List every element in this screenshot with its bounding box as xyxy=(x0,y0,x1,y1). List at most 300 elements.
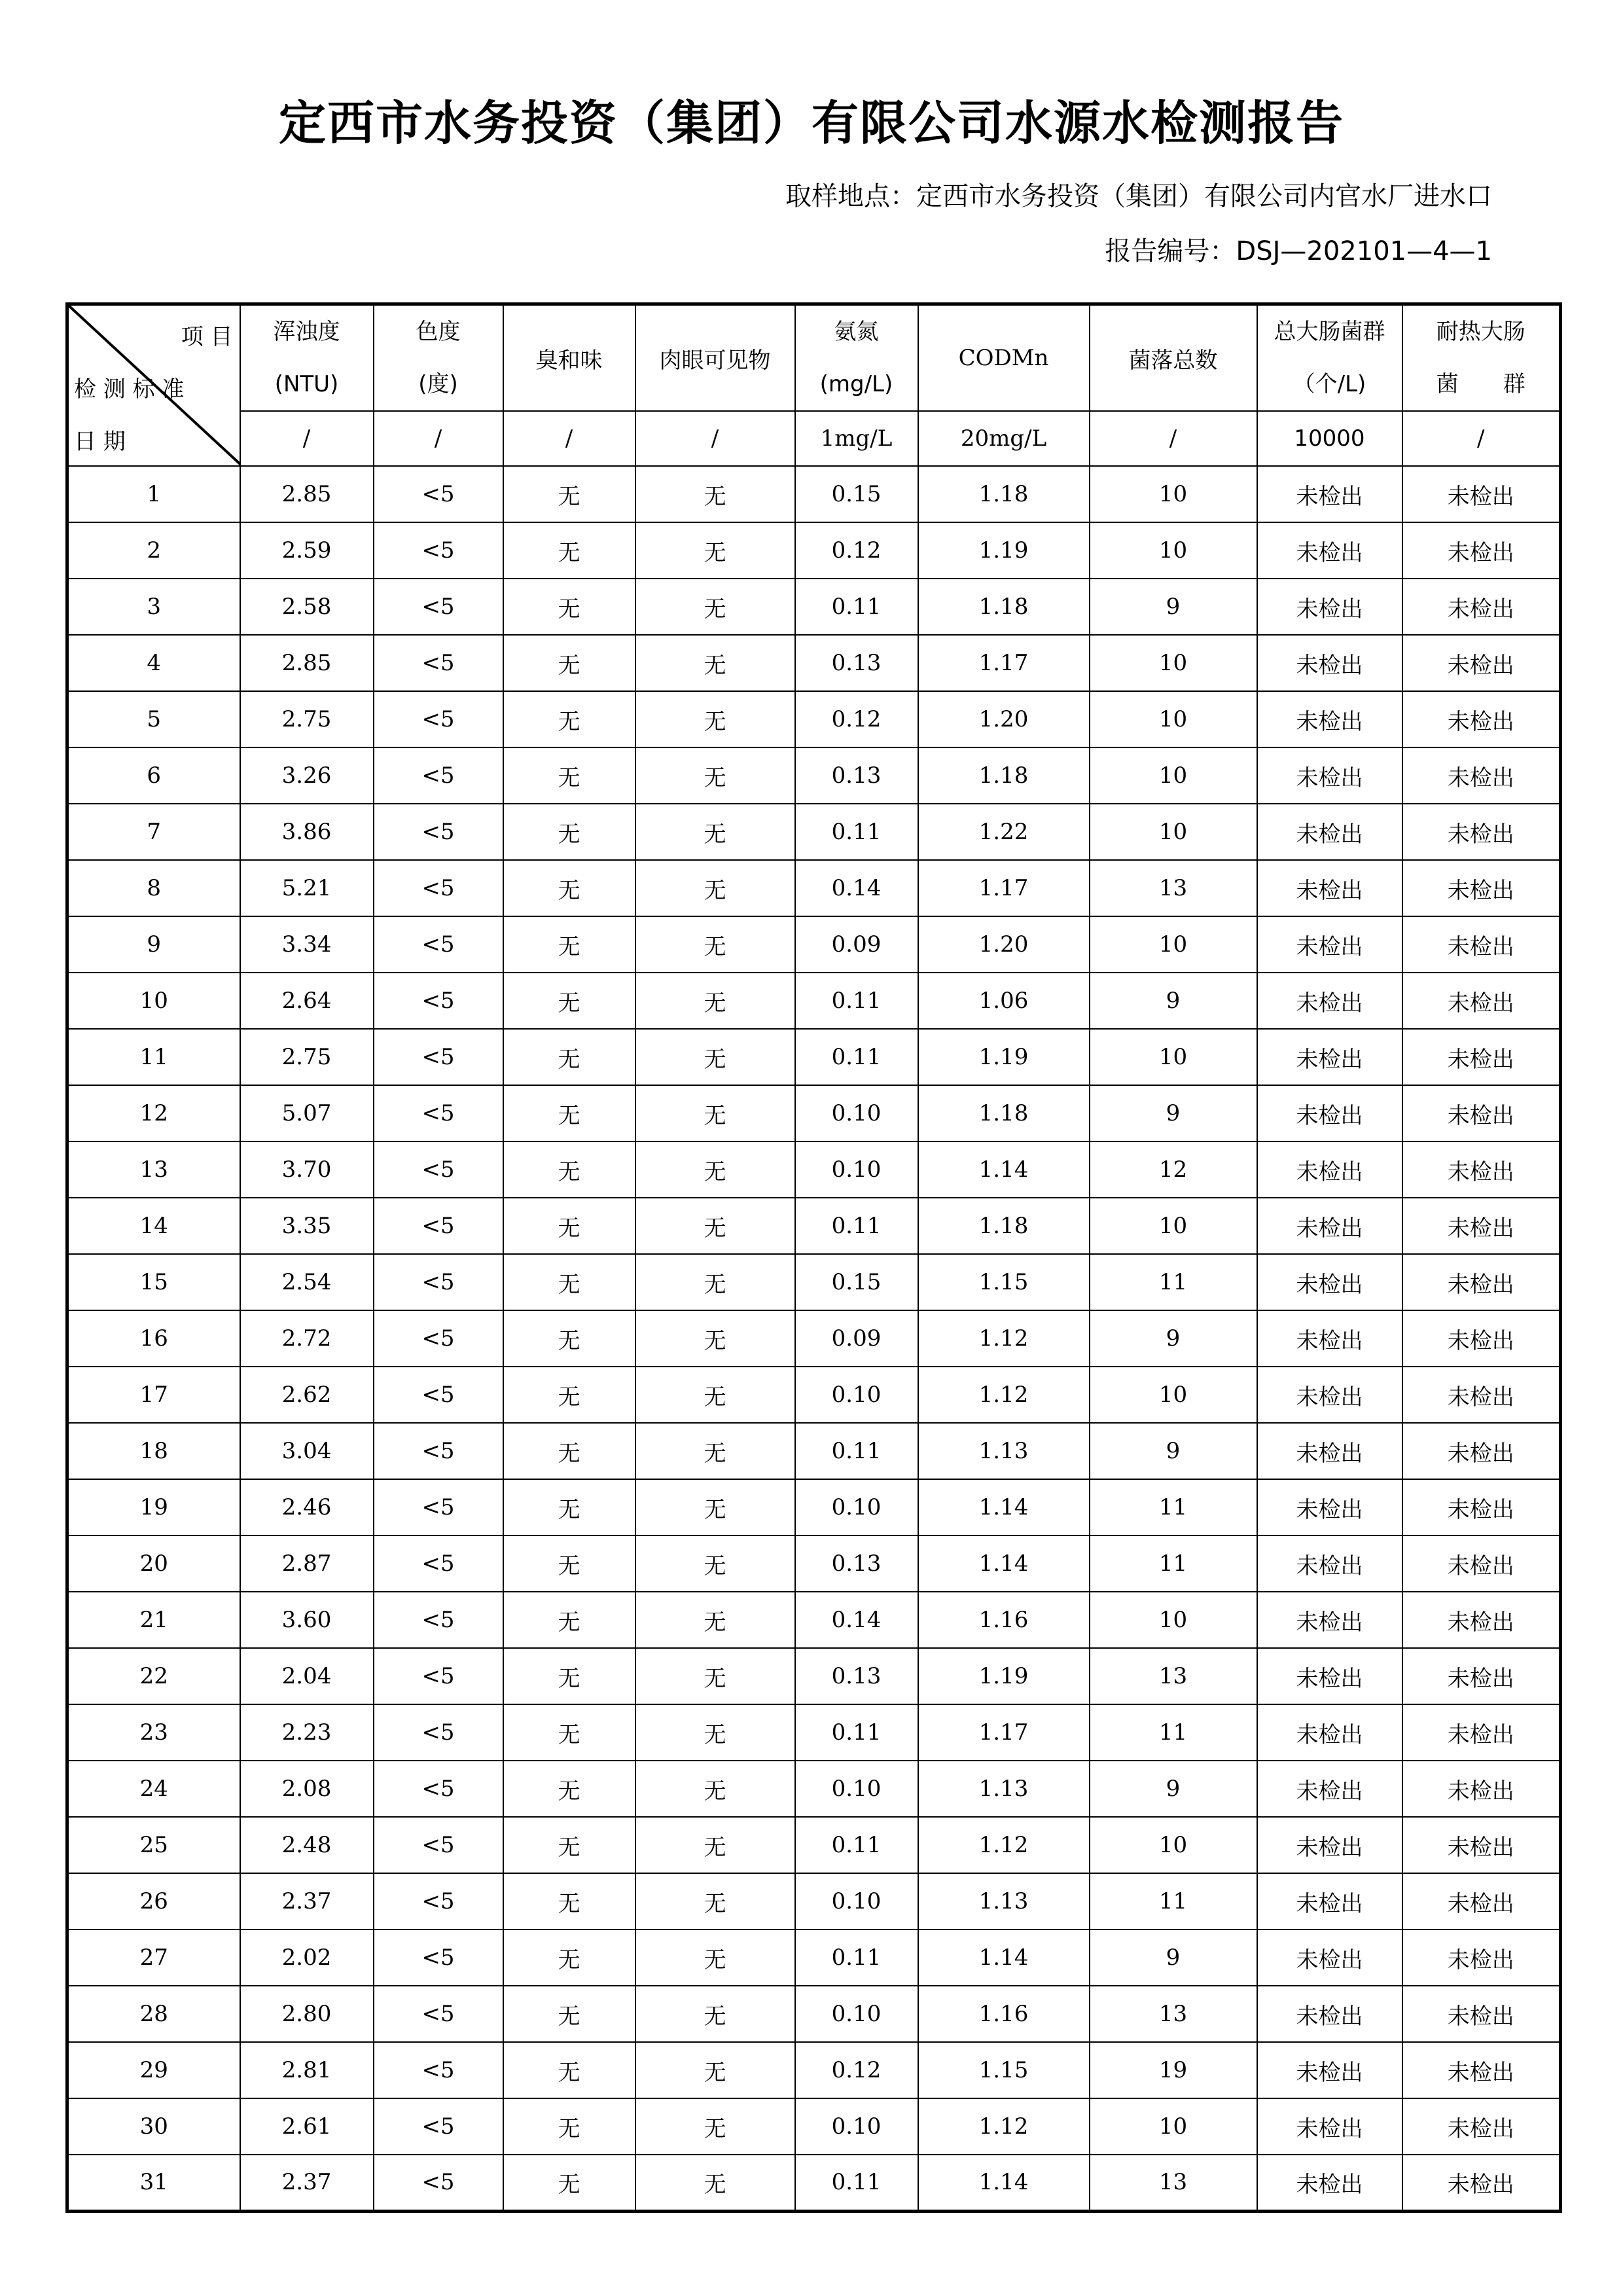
cell-colony-count: 10 xyxy=(1090,747,1257,804)
cell-codmn: 1.12 xyxy=(918,1817,1090,1873)
cell-thermotolerant-coliforms: 未检出 xyxy=(1402,1535,1561,1592)
cell-odor-taste: 无 xyxy=(503,1873,635,1929)
cell-ammonia-nitrogen: 0.10 xyxy=(795,1141,918,1198)
cell-codmn: 1.18 xyxy=(918,1085,1090,1141)
cell-day: 21 xyxy=(67,1592,240,1648)
cell-ammonia-nitrogen: 0.10 xyxy=(795,2098,918,2155)
cell-codmn: 1.13 xyxy=(918,1423,1090,1479)
cell-odor-taste: 无 xyxy=(503,804,635,860)
cell-turbidity: 5.07 xyxy=(240,1085,374,1141)
cell-ammonia-nitrogen: 0.09 xyxy=(795,916,918,973)
cell-colony-count: 10 xyxy=(1090,804,1257,860)
cell-color: <5 xyxy=(374,1141,503,1198)
cell-ammonia-nitrogen: 0.10 xyxy=(795,1761,918,1817)
cell-colony-count: 13 xyxy=(1090,2155,1257,2211)
cell-color: <5 xyxy=(374,1423,503,1479)
cell-odor-taste: 无 xyxy=(503,466,635,522)
cell-total-coliforms: 未检出 xyxy=(1257,1535,1402,1592)
cell-visible-matter: 无 xyxy=(635,2098,795,2155)
standard-odor-taste: / xyxy=(503,411,635,466)
cell-color: <5 xyxy=(374,691,503,747)
cell-turbidity: 2.85 xyxy=(240,635,374,691)
cell-visible-matter: 无 xyxy=(635,916,795,973)
cell-colony-count: 13 xyxy=(1090,860,1257,916)
corner-label-date: 日 期 xyxy=(74,429,126,455)
cell-day: 18 xyxy=(67,1423,240,1479)
cell-color: <5 xyxy=(374,2042,503,2098)
cell-color: <5 xyxy=(374,1873,503,1929)
cell-ammonia-nitrogen: 0.14 xyxy=(795,1592,918,1648)
cell-colony-count: 11 xyxy=(1090,1254,1257,1310)
cell-colony-count: 10 xyxy=(1090,1592,1257,1648)
cell-odor-taste: 无 xyxy=(503,2155,635,2211)
cell-colony-count: 11 xyxy=(1090,1873,1257,1929)
column-header-odor-taste: 臭和味 xyxy=(503,304,635,412)
cell-thermotolerant-coliforms: 未检出 xyxy=(1402,1423,1561,1479)
cell-ammonia-nitrogen: 0.10 xyxy=(795,1873,918,1929)
cell-ammonia-nitrogen: 0.10 xyxy=(795,1367,918,1423)
cell-day: 29 xyxy=(67,2042,240,2098)
cell-colony-count: 10 xyxy=(1090,1029,1257,1085)
cell-ammonia-nitrogen: 0.15 xyxy=(795,1254,918,1310)
cell-odor-taste: 无 xyxy=(503,1254,635,1310)
cell-visible-matter: 无 xyxy=(635,1535,795,1592)
cell-ammonia-nitrogen: 0.11 xyxy=(795,1929,918,1986)
cell-odor-taste: 无 xyxy=(503,579,635,635)
cell-codmn: 1.13 xyxy=(918,1761,1090,1817)
cell-total-coliforms: 未检出 xyxy=(1257,2042,1402,2098)
cell-codmn: 1.17 xyxy=(918,1704,1090,1761)
cell-odor-taste: 无 xyxy=(503,747,635,804)
cell-odor-taste: 无 xyxy=(503,1817,635,1873)
report-number: 报告编号：DSJ—202101—4—1 xyxy=(1105,236,1492,266)
cell-odor-taste: 无 xyxy=(503,1367,635,1423)
cell-ammonia-nitrogen: 0.11 xyxy=(795,973,918,1029)
cell-codmn: 1.17 xyxy=(918,635,1090,691)
cell-codmn: 1.14 xyxy=(918,1929,1090,1986)
cell-total-coliforms: 未检出 xyxy=(1257,1029,1402,1085)
cell-thermotolerant-coliforms: 未检出 xyxy=(1402,691,1561,747)
cell-odor-taste: 无 xyxy=(503,1648,635,1704)
cell-visible-matter: 无 xyxy=(635,466,795,522)
table-row xyxy=(67,804,1561,860)
cell-color: <5 xyxy=(374,916,503,973)
cell-ammonia-nitrogen: 0.13 xyxy=(795,1648,918,1704)
cell-ammonia-nitrogen: 0.13 xyxy=(795,1535,918,1592)
cell-color: <5 xyxy=(374,1592,503,1648)
cell-colony-count: 11 xyxy=(1090,1535,1257,1592)
cell-colony-count: 19 xyxy=(1090,2042,1257,2098)
table-row xyxy=(67,1986,1561,2042)
cell-turbidity: 5.21 xyxy=(240,860,374,916)
cell-color: <5 xyxy=(374,522,503,579)
cell-colony-count: 10 xyxy=(1090,466,1257,522)
cell-total-coliforms: 未检出 xyxy=(1257,691,1402,747)
table-row xyxy=(67,1592,1561,1648)
cell-ammonia-nitrogen: 0.11 xyxy=(795,2155,918,2211)
cell-total-coliforms: 未检出 xyxy=(1257,1085,1402,1141)
cell-odor-taste: 无 xyxy=(503,1929,635,1986)
table-row xyxy=(67,466,1561,522)
cell-turbidity: 3.86 xyxy=(240,804,374,860)
cell-day: 31 xyxy=(67,2155,240,2211)
cell-ammonia-nitrogen: 0.12 xyxy=(795,522,918,579)
cell-ammonia-nitrogen: 0.11 xyxy=(795,1029,918,1085)
cell-codmn: 1.20 xyxy=(918,691,1090,747)
cell-day: 14 xyxy=(67,1198,240,1254)
cell-ammonia-nitrogen: 0.10 xyxy=(795,1479,918,1535)
cell-odor-taste: 无 xyxy=(503,1029,635,1085)
cell-codmn: 1.19 xyxy=(918,1029,1090,1085)
cell-turbidity: 2.37 xyxy=(240,1873,374,1929)
table-row xyxy=(67,1648,1561,1704)
column-header-colony-count: 菌落总数 xyxy=(1090,304,1257,412)
cell-codmn: 1.16 xyxy=(918,1986,1090,2042)
cell-total-coliforms: 未检出 xyxy=(1257,916,1402,973)
cell-turbidity: 2.80 xyxy=(240,1986,374,2042)
cell-odor-taste: 无 xyxy=(503,522,635,579)
cell-turbidity: 2.08 xyxy=(240,1761,374,1817)
daily-results xyxy=(67,466,1561,2211)
cell-color: <5 xyxy=(374,1929,503,1986)
table-row xyxy=(67,691,1561,747)
cell-ammonia-nitrogen: 0.10 xyxy=(795,1085,918,1141)
cell-thermotolerant-coliforms: 未检出 xyxy=(1402,579,1561,635)
cell-ammonia-nitrogen: 0.13 xyxy=(795,635,918,691)
table-row xyxy=(67,1085,1561,1141)
cell-thermotolerant-coliforms: 未检出 xyxy=(1402,1310,1561,1367)
cell-colony-count: 9 xyxy=(1090,1310,1257,1367)
cell-odor-taste: 无 xyxy=(503,973,635,1029)
cell-total-coliforms: 未检出 xyxy=(1257,1423,1402,1479)
cell-colony-count: 10 xyxy=(1090,691,1257,747)
table-row xyxy=(67,1761,1561,1817)
cell-total-coliforms: 未检出 xyxy=(1257,1648,1402,1704)
cell-colony-count: 10 xyxy=(1090,1367,1257,1423)
cell-visible-matter: 无 xyxy=(635,1817,795,1873)
cell-codmn: 1.15 xyxy=(918,2042,1090,2098)
cell-turbidity: 2.87 xyxy=(240,1535,374,1592)
cell-ammonia-nitrogen: 0.11 xyxy=(795,804,918,860)
cell-codmn: 1.18 xyxy=(918,747,1090,804)
cell-thermotolerant-coliforms: 未检出 xyxy=(1402,1254,1561,1310)
cell-visible-matter: 无 xyxy=(635,1761,795,1817)
report-title: 定西市水务投资（集团）有限公司水源水检测报告 xyxy=(278,96,1344,151)
cell-visible-matter: 无 xyxy=(635,1704,795,1761)
cell-visible-matter: 无 xyxy=(635,1085,795,1141)
cell-ammonia-nitrogen: 0.13 xyxy=(795,747,918,804)
cell-thermotolerant-coliforms: 未检出 xyxy=(1402,1929,1561,1986)
cell-colony-count: 10 xyxy=(1090,1817,1257,1873)
table-row xyxy=(67,2098,1561,2155)
cell-codmn: 1.18 xyxy=(918,579,1090,635)
cell-colony-count: 10 xyxy=(1090,522,1257,579)
cell-color: <5 xyxy=(374,860,503,916)
cell-thermotolerant-coliforms: 未检出 xyxy=(1402,466,1561,522)
cell-total-coliforms: 未检出 xyxy=(1257,860,1402,916)
cell-codmn: 1.12 xyxy=(918,1310,1090,1367)
cell-day: 19 xyxy=(67,1479,240,1535)
cell-thermotolerant-coliforms: 未检出 xyxy=(1402,804,1561,860)
table-row xyxy=(67,1029,1561,1085)
cell-thermotolerant-coliforms: 未检出 xyxy=(1402,1141,1561,1198)
cell-total-coliforms: 未检出 xyxy=(1257,1141,1402,1198)
standard-codmn: 20mg/L xyxy=(918,411,1090,466)
cell-thermotolerant-coliforms: 未检出 xyxy=(1402,2155,1561,2211)
cell-ammonia-nitrogen: 0.11 xyxy=(795,1817,918,1873)
cell-codmn: 1.14 xyxy=(918,1141,1090,1198)
standard-ammonia-nitrogen: 1mg/L xyxy=(795,411,918,466)
cell-visible-matter: 无 xyxy=(635,1479,795,1535)
table-row xyxy=(67,1198,1561,1254)
cell-visible-matter: 无 xyxy=(635,1423,795,1479)
cell-turbidity: 2.37 xyxy=(240,2155,374,2211)
cell-day: 9 xyxy=(67,916,240,973)
cell-total-coliforms: 未检出 xyxy=(1257,635,1402,691)
cell-codmn: 1.18 xyxy=(918,1198,1090,1254)
cell-visible-matter: 无 xyxy=(635,635,795,691)
cell-thermotolerant-coliforms: 未检出 xyxy=(1402,973,1561,1029)
cell-codmn: 1.13 xyxy=(918,1873,1090,1929)
cell-visible-matter: 无 xyxy=(635,1929,795,1986)
cell-day: 26 xyxy=(67,1873,240,1929)
cell-total-coliforms: 未检出 xyxy=(1257,1817,1402,1873)
cell-colony-count: 10 xyxy=(1090,916,1257,973)
table-row xyxy=(67,1423,1561,1479)
cell-thermotolerant-coliforms: 未检出 xyxy=(1402,2098,1561,2155)
cell-day: 23 xyxy=(67,1704,240,1761)
cell-turbidity: 2.02 xyxy=(240,1929,374,1986)
cell-turbidity: 2.59 xyxy=(240,522,374,579)
cell-visible-matter: 无 xyxy=(635,1141,795,1198)
cell-thermotolerant-coliforms: 未检出 xyxy=(1402,1986,1561,2042)
cell-thermotolerant-coliforms: 未检出 xyxy=(1402,1761,1561,1817)
cell-day: 4 xyxy=(67,635,240,691)
cell-colony-count: 10 xyxy=(1090,2098,1257,2155)
cell-total-coliforms: 未检出 xyxy=(1257,1198,1402,1254)
cell-total-coliforms: 未检出 xyxy=(1257,1929,1402,1986)
cell-codmn: 1.14 xyxy=(918,2155,1090,2211)
corner-label-item: 项 目 xyxy=(181,324,233,350)
cell-total-coliforms: 未检出 xyxy=(1257,2098,1402,2155)
cell-colony-count: 10 xyxy=(1090,1198,1257,1254)
standard-thermotolerant-coliforms: / xyxy=(1402,411,1561,466)
cell-day: 7 xyxy=(67,804,240,860)
cell-visible-matter: 无 xyxy=(635,1367,795,1423)
cell-color: <5 xyxy=(374,747,503,804)
cell-odor-taste: 无 xyxy=(503,635,635,691)
cell-turbidity: 3.70 xyxy=(240,1141,374,1198)
cell-color: <5 xyxy=(374,1535,503,1592)
column-header-codmn: CODMn xyxy=(918,304,1090,412)
cell-thermotolerant-coliforms: 未检出 xyxy=(1402,747,1561,804)
cell-day: 6 xyxy=(67,747,240,804)
cell-day: 13 xyxy=(67,1141,240,1198)
cell-color: <5 xyxy=(374,1029,503,1085)
cell-visible-matter: 无 xyxy=(635,1310,795,1367)
cell-visible-matter: 无 xyxy=(635,1986,795,2042)
test-results-table xyxy=(65,302,1562,2213)
cell-codmn: 1.19 xyxy=(918,522,1090,579)
cell-colony-count: 9 xyxy=(1090,1761,1257,1817)
cell-total-coliforms: 未检出 xyxy=(1257,1761,1402,1817)
cell-day: 11 xyxy=(67,1029,240,1085)
cell-color: <5 xyxy=(374,973,503,1029)
cell-odor-taste: 无 xyxy=(503,1479,635,1535)
cell-odor-taste: 无 xyxy=(503,1141,635,1198)
cell-odor-taste: 无 xyxy=(503,1704,635,1761)
cell-turbidity: 2.72 xyxy=(240,1310,374,1367)
cell-color: <5 xyxy=(374,1817,503,1873)
cell-day: 5 xyxy=(67,691,240,747)
cell-visible-matter: 无 xyxy=(635,747,795,804)
cell-turbidity: 2.04 xyxy=(240,1648,374,1704)
cell-odor-taste: 无 xyxy=(503,1310,635,1367)
table-row xyxy=(67,579,1561,635)
cell-odor-taste: 无 xyxy=(503,860,635,916)
cell-ammonia-nitrogen: 0.11 xyxy=(795,579,918,635)
cell-turbidity: 2.58 xyxy=(240,579,374,635)
cell-thermotolerant-coliforms: 未检出 xyxy=(1402,1873,1561,1929)
cell-visible-matter: 无 xyxy=(635,579,795,635)
cell-color: <5 xyxy=(374,1254,503,1310)
cell-day: 17 xyxy=(67,1367,240,1423)
cell-total-coliforms: 未检出 xyxy=(1257,1873,1402,1929)
cell-day: 30 xyxy=(67,2098,240,2155)
cell-odor-taste: 无 xyxy=(503,2098,635,2155)
cell-visible-matter: 无 xyxy=(635,804,795,860)
cell-turbidity: 2.75 xyxy=(240,691,374,747)
cell-day: 10 xyxy=(67,973,240,1029)
cell-odor-taste: 无 xyxy=(503,1198,635,1254)
cell-thermotolerant-coliforms: 未检出 xyxy=(1402,1648,1561,1704)
cell-visible-matter: 无 xyxy=(635,1254,795,1310)
cell-color: <5 xyxy=(374,1085,503,1141)
cell-color: <5 xyxy=(374,466,503,522)
cell-visible-matter: 无 xyxy=(635,860,795,916)
cell-ammonia-nitrogen: 0.10 xyxy=(795,1986,918,2042)
cell-codmn: 1.18 xyxy=(918,466,1090,522)
table-row xyxy=(67,860,1561,916)
cell-color: <5 xyxy=(374,1479,503,1535)
column-header-turbidity: 浑浊度 (NTU) xyxy=(240,304,374,412)
table-row xyxy=(67,1254,1561,1310)
cell-turbidity: 2.85 xyxy=(240,466,374,522)
cell-day: 22 xyxy=(67,1648,240,1704)
cell-visible-matter: 无 xyxy=(635,2155,795,2211)
cell-colony-count: 9 xyxy=(1090,1929,1257,1986)
cell-colony-count: 9 xyxy=(1090,579,1257,635)
cell-total-coliforms: 未检出 xyxy=(1257,1479,1402,1535)
cell-colony-count: 12 xyxy=(1090,1141,1257,1198)
cell-thermotolerant-coliforms: 未检出 xyxy=(1402,1704,1561,1761)
cell-codmn: 1.15 xyxy=(918,1254,1090,1310)
cell-colony-count: 9 xyxy=(1090,973,1257,1029)
cell-colony-count: 11 xyxy=(1090,1479,1257,1535)
cell-thermotolerant-coliforms: 未检出 xyxy=(1402,1817,1561,1873)
cell-visible-matter: 无 xyxy=(635,1198,795,1254)
cell-thermotolerant-coliforms: 未检出 xyxy=(1402,2042,1561,2098)
cell-visible-matter: 无 xyxy=(635,1873,795,1929)
cell-thermotolerant-coliforms: 未检出 xyxy=(1402,1367,1561,1423)
table-row xyxy=(67,1929,1561,1986)
table-row xyxy=(67,1479,1561,1535)
cell-codmn: 1.14 xyxy=(918,1479,1090,1535)
cell-colony-count: 10 xyxy=(1090,635,1257,691)
cell-day: 28 xyxy=(67,1986,240,2042)
cell-ammonia-nitrogen: 0.14 xyxy=(795,860,918,916)
cell-colony-count: 9 xyxy=(1090,1085,1257,1141)
column-header-ammonia-nitrogen: 氨氮 (mg/L) xyxy=(795,304,918,412)
cell-day: 20 xyxy=(67,1535,240,1592)
cell-day: 24 xyxy=(67,1761,240,1817)
cell-ammonia-nitrogen: 0.11 xyxy=(795,1704,918,1761)
cell-odor-taste: 无 xyxy=(503,1423,635,1479)
table-row xyxy=(67,1535,1561,1592)
cell-turbidity: 2.61 xyxy=(240,2098,374,2155)
cell-ammonia-nitrogen: 0.12 xyxy=(795,2042,918,2098)
cell-colony-count: 9 xyxy=(1090,1423,1257,1479)
standard-colony-count: / xyxy=(1090,411,1257,466)
cell-total-coliforms: 未检出 xyxy=(1257,466,1402,522)
header-row xyxy=(67,304,1561,412)
cell-color: <5 xyxy=(374,804,503,860)
standard-total-coliforms: 10000 xyxy=(1257,411,1402,466)
cell-visible-matter: 无 xyxy=(635,691,795,747)
table-row xyxy=(67,973,1561,1029)
cell-total-coliforms: 未检出 xyxy=(1257,522,1402,579)
cell-visible-matter: 无 xyxy=(635,973,795,1029)
cell-thermotolerant-coliforms: 未检出 xyxy=(1402,522,1561,579)
table-row xyxy=(67,747,1561,804)
cell-odor-taste: 无 xyxy=(503,1986,635,2042)
cell-color: <5 xyxy=(374,2098,503,2155)
table-row xyxy=(67,1873,1561,1929)
cell-thermotolerant-coliforms: 未检出 xyxy=(1402,1085,1561,1141)
cell-total-coliforms: 未检出 xyxy=(1257,1704,1402,1761)
cell-color: <5 xyxy=(374,579,503,635)
cell-day: 16 xyxy=(67,1310,240,1367)
cell-color: <5 xyxy=(374,1704,503,1761)
cell-odor-taste: 无 xyxy=(503,1592,635,1648)
cell-codmn: 1.12 xyxy=(918,1367,1090,1423)
cell-thermotolerant-coliforms: 未检出 xyxy=(1402,635,1561,691)
table-row xyxy=(67,635,1561,691)
cell-odor-taste: 无 xyxy=(503,691,635,747)
cell-color: <5 xyxy=(374,635,503,691)
cell-total-coliforms: 未检出 xyxy=(1257,579,1402,635)
cell-day: 12 xyxy=(67,1085,240,1141)
cell-ammonia-nitrogen: 0.11 xyxy=(795,1423,918,1479)
cell-colony-count: 13 xyxy=(1090,1986,1257,2042)
cell-total-coliforms: 未检出 xyxy=(1257,747,1402,804)
cell-total-coliforms: 未检出 xyxy=(1257,973,1402,1029)
table-row xyxy=(67,1704,1561,1761)
cell-codmn: 1.19 xyxy=(918,1648,1090,1704)
cell-color: <5 xyxy=(374,2155,503,2211)
cell-codmn: 1.14 xyxy=(918,1535,1090,1592)
cell-turbidity: 2.54 xyxy=(240,1254,374,1310)
cell-odor-taste: 无 xyxy=(503,1761,635,1817)
cell-day: 1 xyxy=(67,466,240,522)
cell-colony-count: 11 xyxy=(1090,1704,1257,1761)
standard-turbidity: / xyxy=(240,411,374,466)
cell-color: <5 xyxy=(374,1986,503,2042)
cell-turbidity: 2.46 xyxy=(240,1479,374,1535)
cell-total-coliforms: 未检出 xyxy=(1257,1592,1402,1648)
cell-thermotolerant-coliforms: 未检出 xyxy=(1402,916,1561,973)
cell-day: 15 xyxy=(67,1254,240,1310)
